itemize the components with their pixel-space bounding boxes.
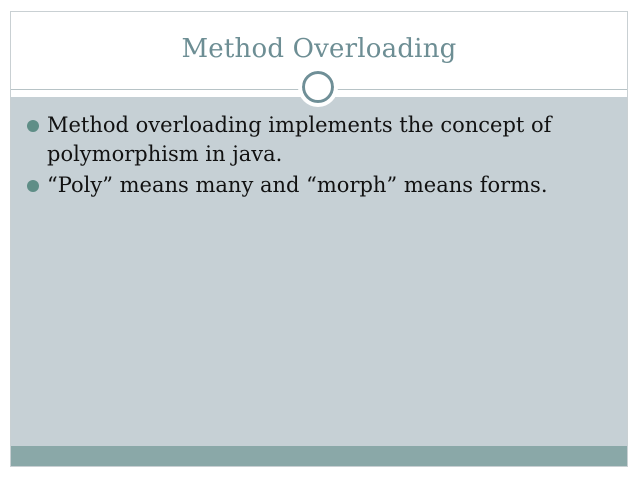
bullet-dot-icon [27, 180, 39, 192]
slide-title: Method Overloading [181, 34, 457, 64]
footer-band [11, 446, 627, 467]
bullet-text: “Poly” means many and “morph” means forms. [47, 173, 548, 197]
bullet-list [27, 111, 597, 202]
slide [10, 11, 628, 467]
circle-ornament-icon [302, 71, 334, 103]
bullet-text: Method overloading implements the concept of polymorphism in java. [47, 113, 552, 166]
bullet-dot-icon [27, 120, 39, 132]
bullet-item [27, 171, 597, 200]
bullet-item [27, 111, 597, 169]
